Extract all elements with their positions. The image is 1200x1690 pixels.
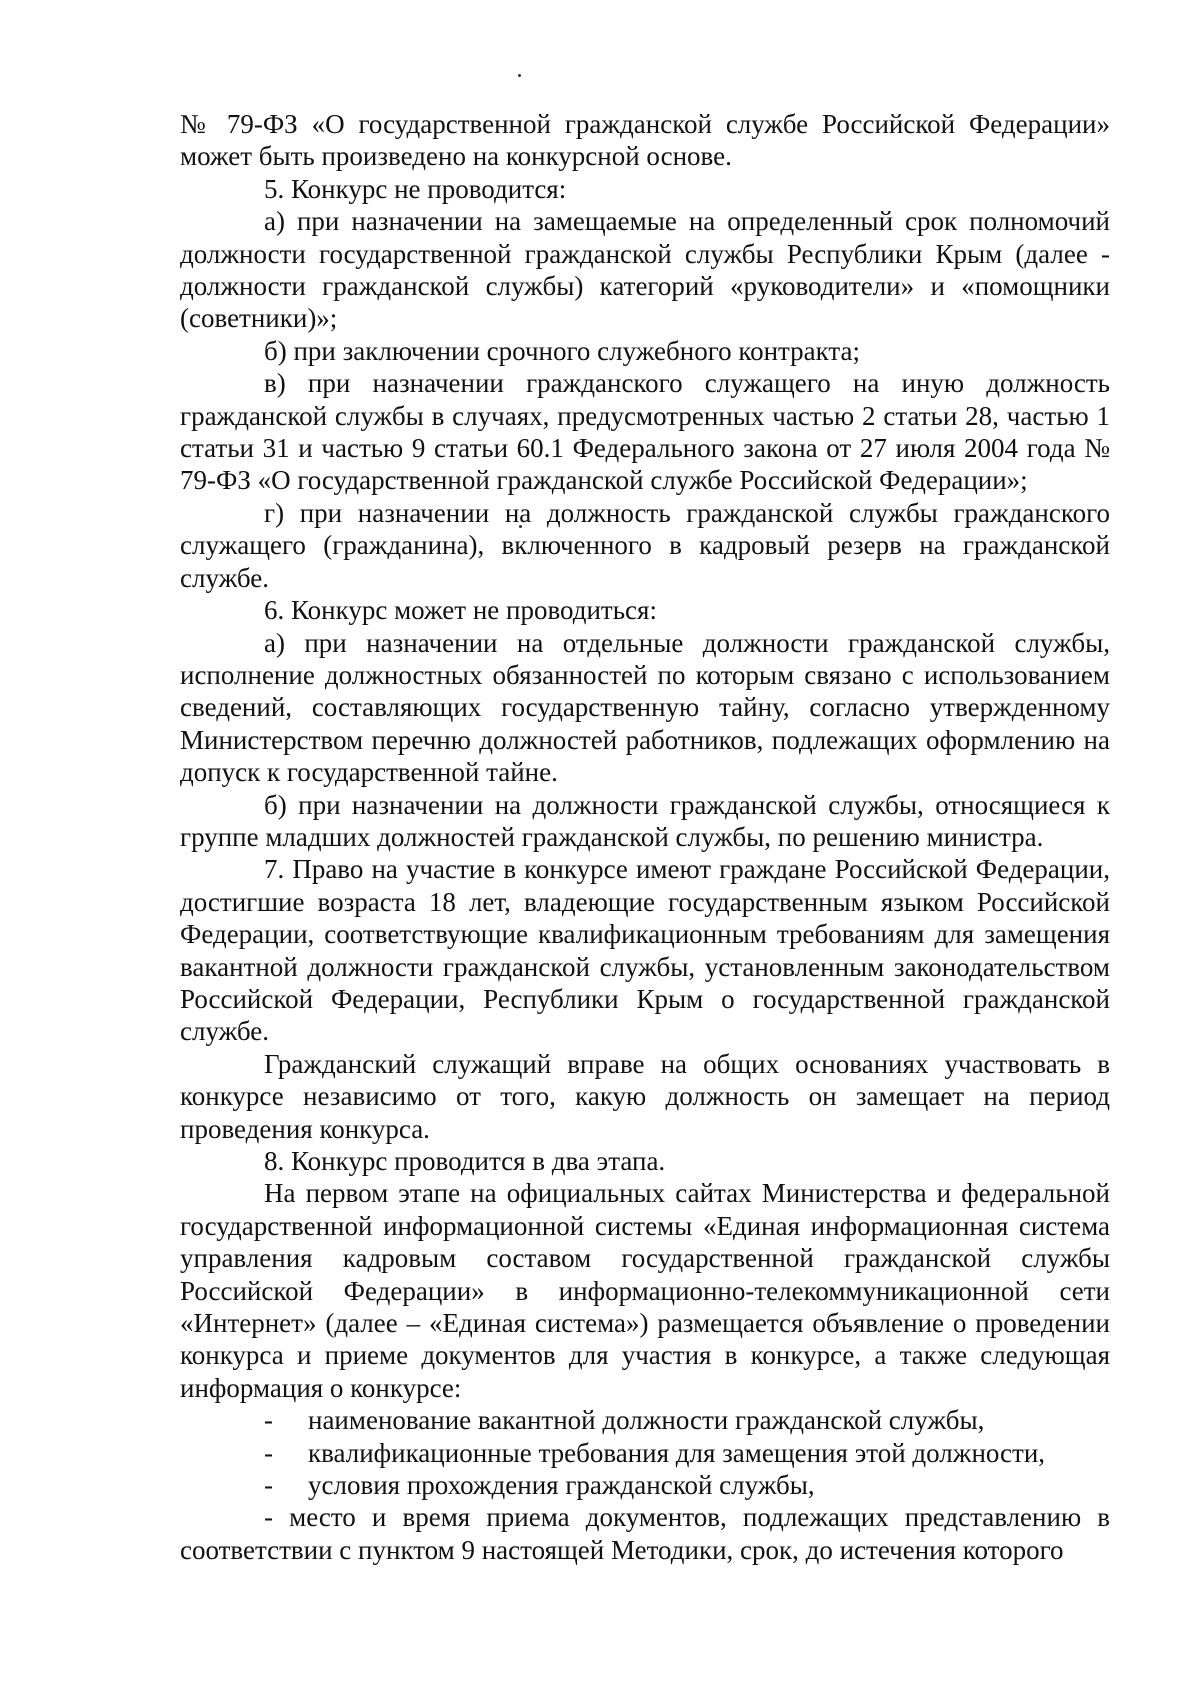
list-item	[180, 1437, 1110, 1469]
list-dash: -	[264, 1405, 273, 1436]
scan-speck	[518, 74, 521, 77]
clause-5-heading: 5. Конкурс не проводится:	[264, 173, 567, 204]
list-dash: -	[264, 1470, 273, 1501]
list-item-text: условия прохождения гражданской службы,	[308, 1470, 815, 1501]
list-dash: -	[264, 1437, 273, 1468]
clause-7-continuation: Гражданский служащий вправе на общих основаниях участвовать в конкурсе независимо от того, какую должность он замещает на период проведения конкурса.	[180, 1048, 1110, 1144]
document-body	[180, 108, 1110, 1566]
clause-5b: б) при заключении срочного служебного контракта;	[264, 335, 861, 366]
clause-5v: в) при назначении гражданского служащего на иную должность гражданской службы в случаях, предусмотренных частью 2 статьи 28, частью 1 статьи 31 и частью 9 статьи 60.1 Федерального закона от 27 июля 2004 года № 79-ФЗ «О государственной гражданской службе Российской Федерации»;	[180, 368, 1110, 496]
clause-6b: б) при назначении на должности гражданской службы, относящиеся к группе младших должностей гражданской службы, по решению министра.	[180, 789, 1110, 852]
clause-5g: г) при назначении на должность гражданской службы гражданского служащего (гражданина), включенного в кадровый резерв на гражданской службе.	[180, 497, 1110, 593]
list-item-text: наименование вакантной должности гражданской службы,	[308, 1405, 985, 1436]
paragraph-continuation: № 79-ФЗ «О государственной гражданской службе Российской Федерации» может быть произведено на конкурсной основе.	[180, 109, 1110, 172]
list-item	[180, 1404, 1110, 1436]
clause-6-heading: 6. Конкурс может не проводиться:	[264, 595, 657, 626]
list-item	[180, 1469, 1110, 1501]
clause-7: 7. Право на участие в конкурсе имеют граждане Российской Федерации, достигшие возраста 18 лет, владеющие государственным языком Российской Федерации, соответствующие квалификационным требованиям для замещения вакантной должности гражданской службы, установленным законодательством Российской Федерации, Республики Крым о государственной гражданской службе.	[180, 854, 1110, 1047]
clause-6a: а) при назначении на отдельные должности гражданской службы, исполнение должностных обязанностей по которым связано с использованием сведений, составляющих государственную тайну, согласно утвержденному Министерством перечню должностей работников, подлежащих оформлению на допуск к государственной тайне.	[180, 627, 1110, 788]
clause-8-first-stage: На первом этапе на официальных сайтах Министерства и федеральной государственной информационной системы «Единая информационная система управления кадровым составом государственной гражданской службы Российской Федерации» в информационно-телекоммуникационной сети «Интернет» (далее – «Единая система») размещается объявление о проведении конкурса и приеме документов для участия в конкурсе, а также следующая информация о конкурсе:	[180, 1178, 1110, 1403]
list-item-text: квалификационные требования для замещения этой должности,	[308, 1437, 1046, 1468]
clause-8-documents: - место и время приема документов, подлежащих представлению в соответствии с пунктом 9 настоящей Методики, срок, до истечения которого	[180, 1502, 1110, 1565]
clause-8-heading: 8. Конкурс проводится в два этапа.	[264, 1146, 666, 1176]
clause-5a: а) при назначении на замещаемые на определенный срок полномочий должности государственной гражданской службы Республики Крым (далее - должности гражданской службы) категорий «руководители» и «помощники (советники)»;	[180, 206, 1110, 334]
